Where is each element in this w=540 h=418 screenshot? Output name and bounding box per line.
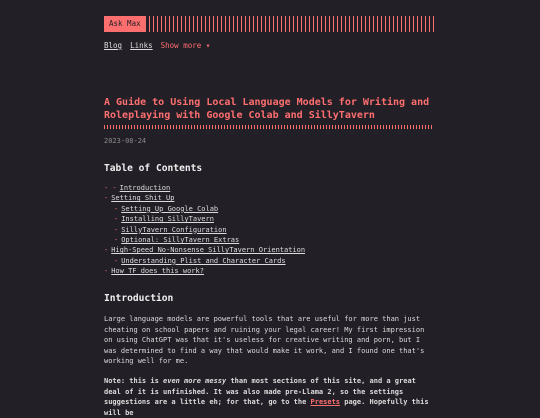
bullet-icon: - bbox=[114, 225, 119, 234]
toc-link-installing-sillytavern[interactable]: Installing SillyTavern bbox=[121, 215, 214, 224]
post-date: 2023-08-24 bbox=[104, 137, 147, 145]
title-divider bbox=[104, 125, 434, 129]
note-paragraph bbox=[104, 376, 436, 418]
bullet-icon: - bbox=[114, 204, 119, 213]
nav-links-link[interactable]: Links bbox=[130, 41, 153, 50]
header-decoration bbox=[149, 16, 434, 32]
toc-link-plist-character-cards[interactable]: Understanding Plist and Character Cards bbox=[121, 256, 286, 265]
site-logo[interactable]: Ask Max bbox=[104, 16, 146, 32]
note-text-start: Note: this is bbox=[104, 377, 164, 385]
toc-link-orientation[interactable]: High-Speed No-Nonsense SillyTavern Orientation bbox=[111, 246, 306, 255]
toc-item bbox=[104, 193, 305, 203]
toc-link-sillytavern-extras[interactable]: Optional: SillyTavern Extras bbox=[121, 236, 240, 245]
nav-show-more-toggle[interactable]: Show more ▾ bbox=[160, 41, 211, 50]
bullet-icon: - bbox=[114, 236, 119, 245]
table-of-contents bbox=[104, 183, 305, 277]
toc-link-how-tf[interactable]: How TF does this work? bbox=[111, 267, 204, 276]
bullet-icon: - bbox=[104, 194, 109, 203]
toc-item bbox=[104, 235, 305, 245]
introduction-heading: Introduction bbox=[104, 293, 174, 304]
nav-blog-link[interactable]: Blog bbox=[104, 41, 123, 50]
bullet-icon: - bbox=[104, 267, 109, 276]
toc-heading: Table of Contents bbox=[104, 163, 203, 174]
bullet-icon: - bbox=[104, 246, 109, 255]
intro-paragraph: Large language models are powerful tools that are useful for more than just cheating on school papers and ruining your legal career! My first impression on using ChatGPT was that it's useless for creative writing and porn, but I was determined to find a way that would make it work, and I found one that's working well for me. bbox=[104, 315, 425, 366]
toc-link-google-colab[interactable]: Setting Up Google Colab bbox=[121, 204, 219, 213]
toc-item bbox=[104, 245, 305, 255]
note-text-end: page. Hopefully this will be bbox=[104, 398, 429, 417]
toc-item bbox=[104, 225, 305, 235]
page-title: A Guide to Using Local Language Models for Writing and Roleplaying with Google Colab and SillyTavern bbox=[104, 97, 430, 121]
toc-item bbox=[104, 214, 305, 224]
note-emphasis: even more messy bbox=[163, 377, 227, 385]
bullet-icon: - bbox=[114, 215, 119, 224]
note-text-middle: than most sections of this site, and a great deal of it is unfinished. It was also made pre-Llama 2, so the settings suggestions are a little eh; for that, go to the bbox=[104, 377, 416, 407]
toc-link-introduction[interactable]: Introduction bbox=[119, 184, 171, 192]
toc-link-sillytavern-configuration[interactable]: SillyTavern Configuration bbox=[121, 225, 227, 234]
toc-item bbox=[104, 204, 305, 214]
site-header bbox=[104, 16, 434, 32]
toc-link-setting-up[interactable]: Setting Shit Up bbox=[111, 194, 175, 203]
presets-link[interactable]: Presets bbox=[310, 398, 341, 407]
bullet-icon: - - bbox=[104, 184, 117, 192]
bullet-icon: - bbox=[114, 256, 119, 265]
toc-item bbox=[104, 256, 305, 266]
toc-item bbox=[104, 266, 305, 276]
toc-item bbox=[104, 183, 305, 193]
top-nav bbox=[104, 40, 210, 51]
